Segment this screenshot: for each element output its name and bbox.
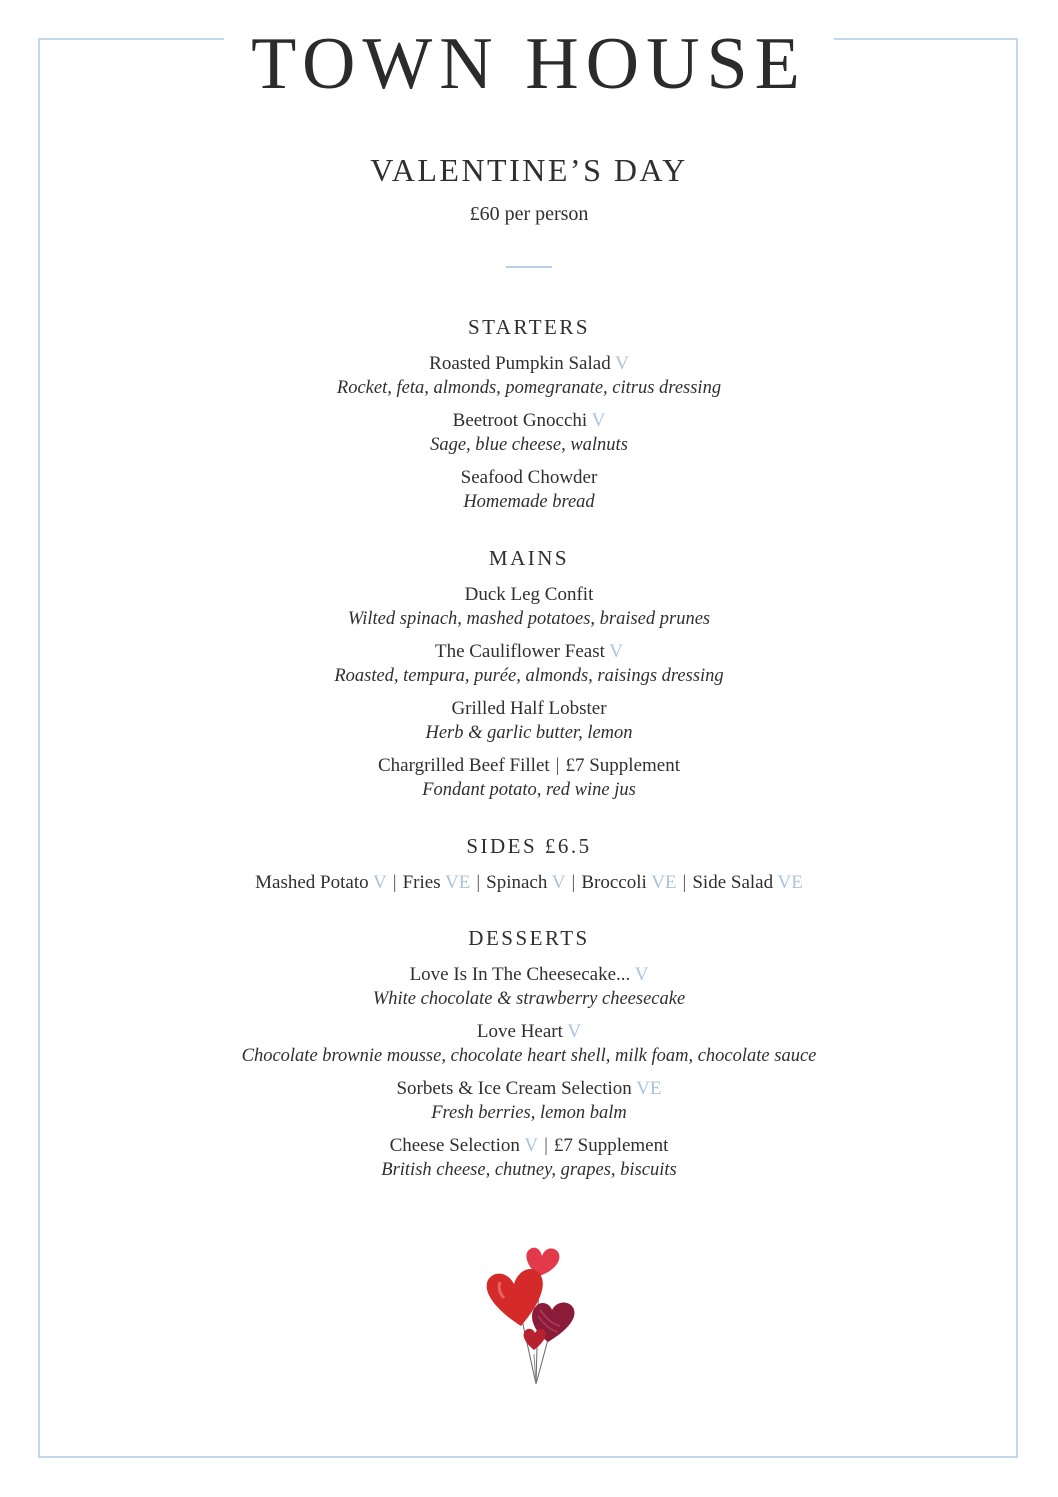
sides-section [40, 831, 1018, 895]
dish-name: Love Heart [476, 1021, 563, 1042]
section-title: STARTERS [467, 315, 591, 339]
menu-item [40, 1019, 1018, 1069]
dietary-tag: VE [777, 872, 803, 893]
menu-item [40, 962, 1018, 1012]
mains-section [40, 543, 1018, 803]
dish-name: The Cauliflower Feast [434, 641, 605, 662]
dish-description: Fondant potato, red wine jus [422, 780, 636, 800]
dish-name: Duck Leg Confit [464, 584, 594, 605]
dietary-tag: VE [651, 872, 677, 893]
dish-description: Fresh berries, lemon balm [431, 1103, 627, 1123]
dish-description: Rocket, feta, almonds, pomegranate, citrus dressing [336, 378, 722, 398]
menu-item [40, 1076, 1018, 1126]
menu-item [40, 465, 1018, 515]
separator: | [544, 1135, 548, 1156]
dish-name: Cheese Selection [389, 1135, 520, 1156]
dish-name: Sorbets & Ice Cream Selection [396, 1078, 632, 1099]
section-title: MAINS [488, 546, 570, 570]
supplement-price: £7 Supplement [565, 755, 680, 776]
restaurant-name: TOWN HOUSE [251, 23, 807, 105]
dish-description: Homemade bread [463, 492, 595, 512]
separator: | [682, 872, 687, 893]
menu-item [40, 753, 1018, 803]
dish-name: Grilled Half Lobster [451, 698, 607, 719]
side-item: Spinach [486, 872, 548, 893]
dietary-tag: V [615, 353, 629, 374]
dish-description: Chocolate brownie mousse, chocolate heart shell, milk foam, chocolate sauce [241, 1046, 817, 1066]
dish-name: Love Is In The Cheesecake... [409, 964, 631, 985]
menu-item [40, 351, 1018, 401]
dish-name: Chargrilled Beef Fillet [377, 755, 550, 776]
side-item: Broccoli [581, 872, 647, 893]
dish-description: British cheese, chutney, grapes, biscuits [381, 1160, 677, 1180]
dietary-tag: V [567, 1021, 582, 1042]
dietary-tag: V [634, 964, 649, 985]
separator: | [555, 755, 560, 776]
menu-item [40, 1133, 1018, 1183]
supplement-price: £7 Supplement [553, 1135, 669, 1156]
dish-name: Seafood Chowder [460, 467, 598, 488]
side-item: Side Salad [692, 872, 774, 893]
dietary-tag: VE [636, 1078, 662, 1099]
dietary-tag: V [609, 641, 624, 662]
dish-description: Wilted spinach, mashed potatoes, braised prunes [347, 609, 711, 629]
dietary-tag: V [591, 410, 606, 431]
dietary-tag: V [373, 872, 387, 893]
starters-section [40, 312, 1018, 515]
section-title: SIDES £6.5 [466, 834, 592, 858]
dietary-tag: V [524, 1135, 539, 1156]
menu-item [40, 639, 1018, 689]
dish-name: Beetroot Gnocchi [452, 410, 588, 431]
dish-description: Roasted, tempura, purée, almonds, raisings dressing [334, 666, 724, 686]
dietary-tag: V [551, 872, 566, 893]
event-title: VALENTINE’S DAY [370, 152, 688, 188]
separator: | [571, 872, 576, 893]
separator: | [476, 872, 481, 893]
dish-description: Herb & garlic butter, lemon [425, 723, 633, 743]
menu-item [40, 582, 1018, 632]
title-divider [506, 266, 552, 268]
dish-name: Roasted Pumpkin Salad [429, 353, 611, 374]
separator: | [392, 872, 397, 893]
sides-list [40, 870, 1018, 895]
price-per-person: £60 per person [469, 203, 589, 225]
section-title: DESSERTS [468, 926, 590, 950]
dish-description: Sage, blue cheese, walnuts [430, 435, 628, 455]
heart-balloons-icon [474, 1244, 584, 1394]
menu-item [40, 696, 1018, 746]
desserts-section [40, 923, 1018, 1183]
menu-item [40, 408, 1018, 458]
side-item: Mashed Potato [255, 872, 369, 893]
side-item: Fries [402, 872, 441, 893]
dish-description: White chocolate & strawberry cheesecake [372, 989, 686, 1009]
dietary-tag: VE [445, 872, 471, 893]
